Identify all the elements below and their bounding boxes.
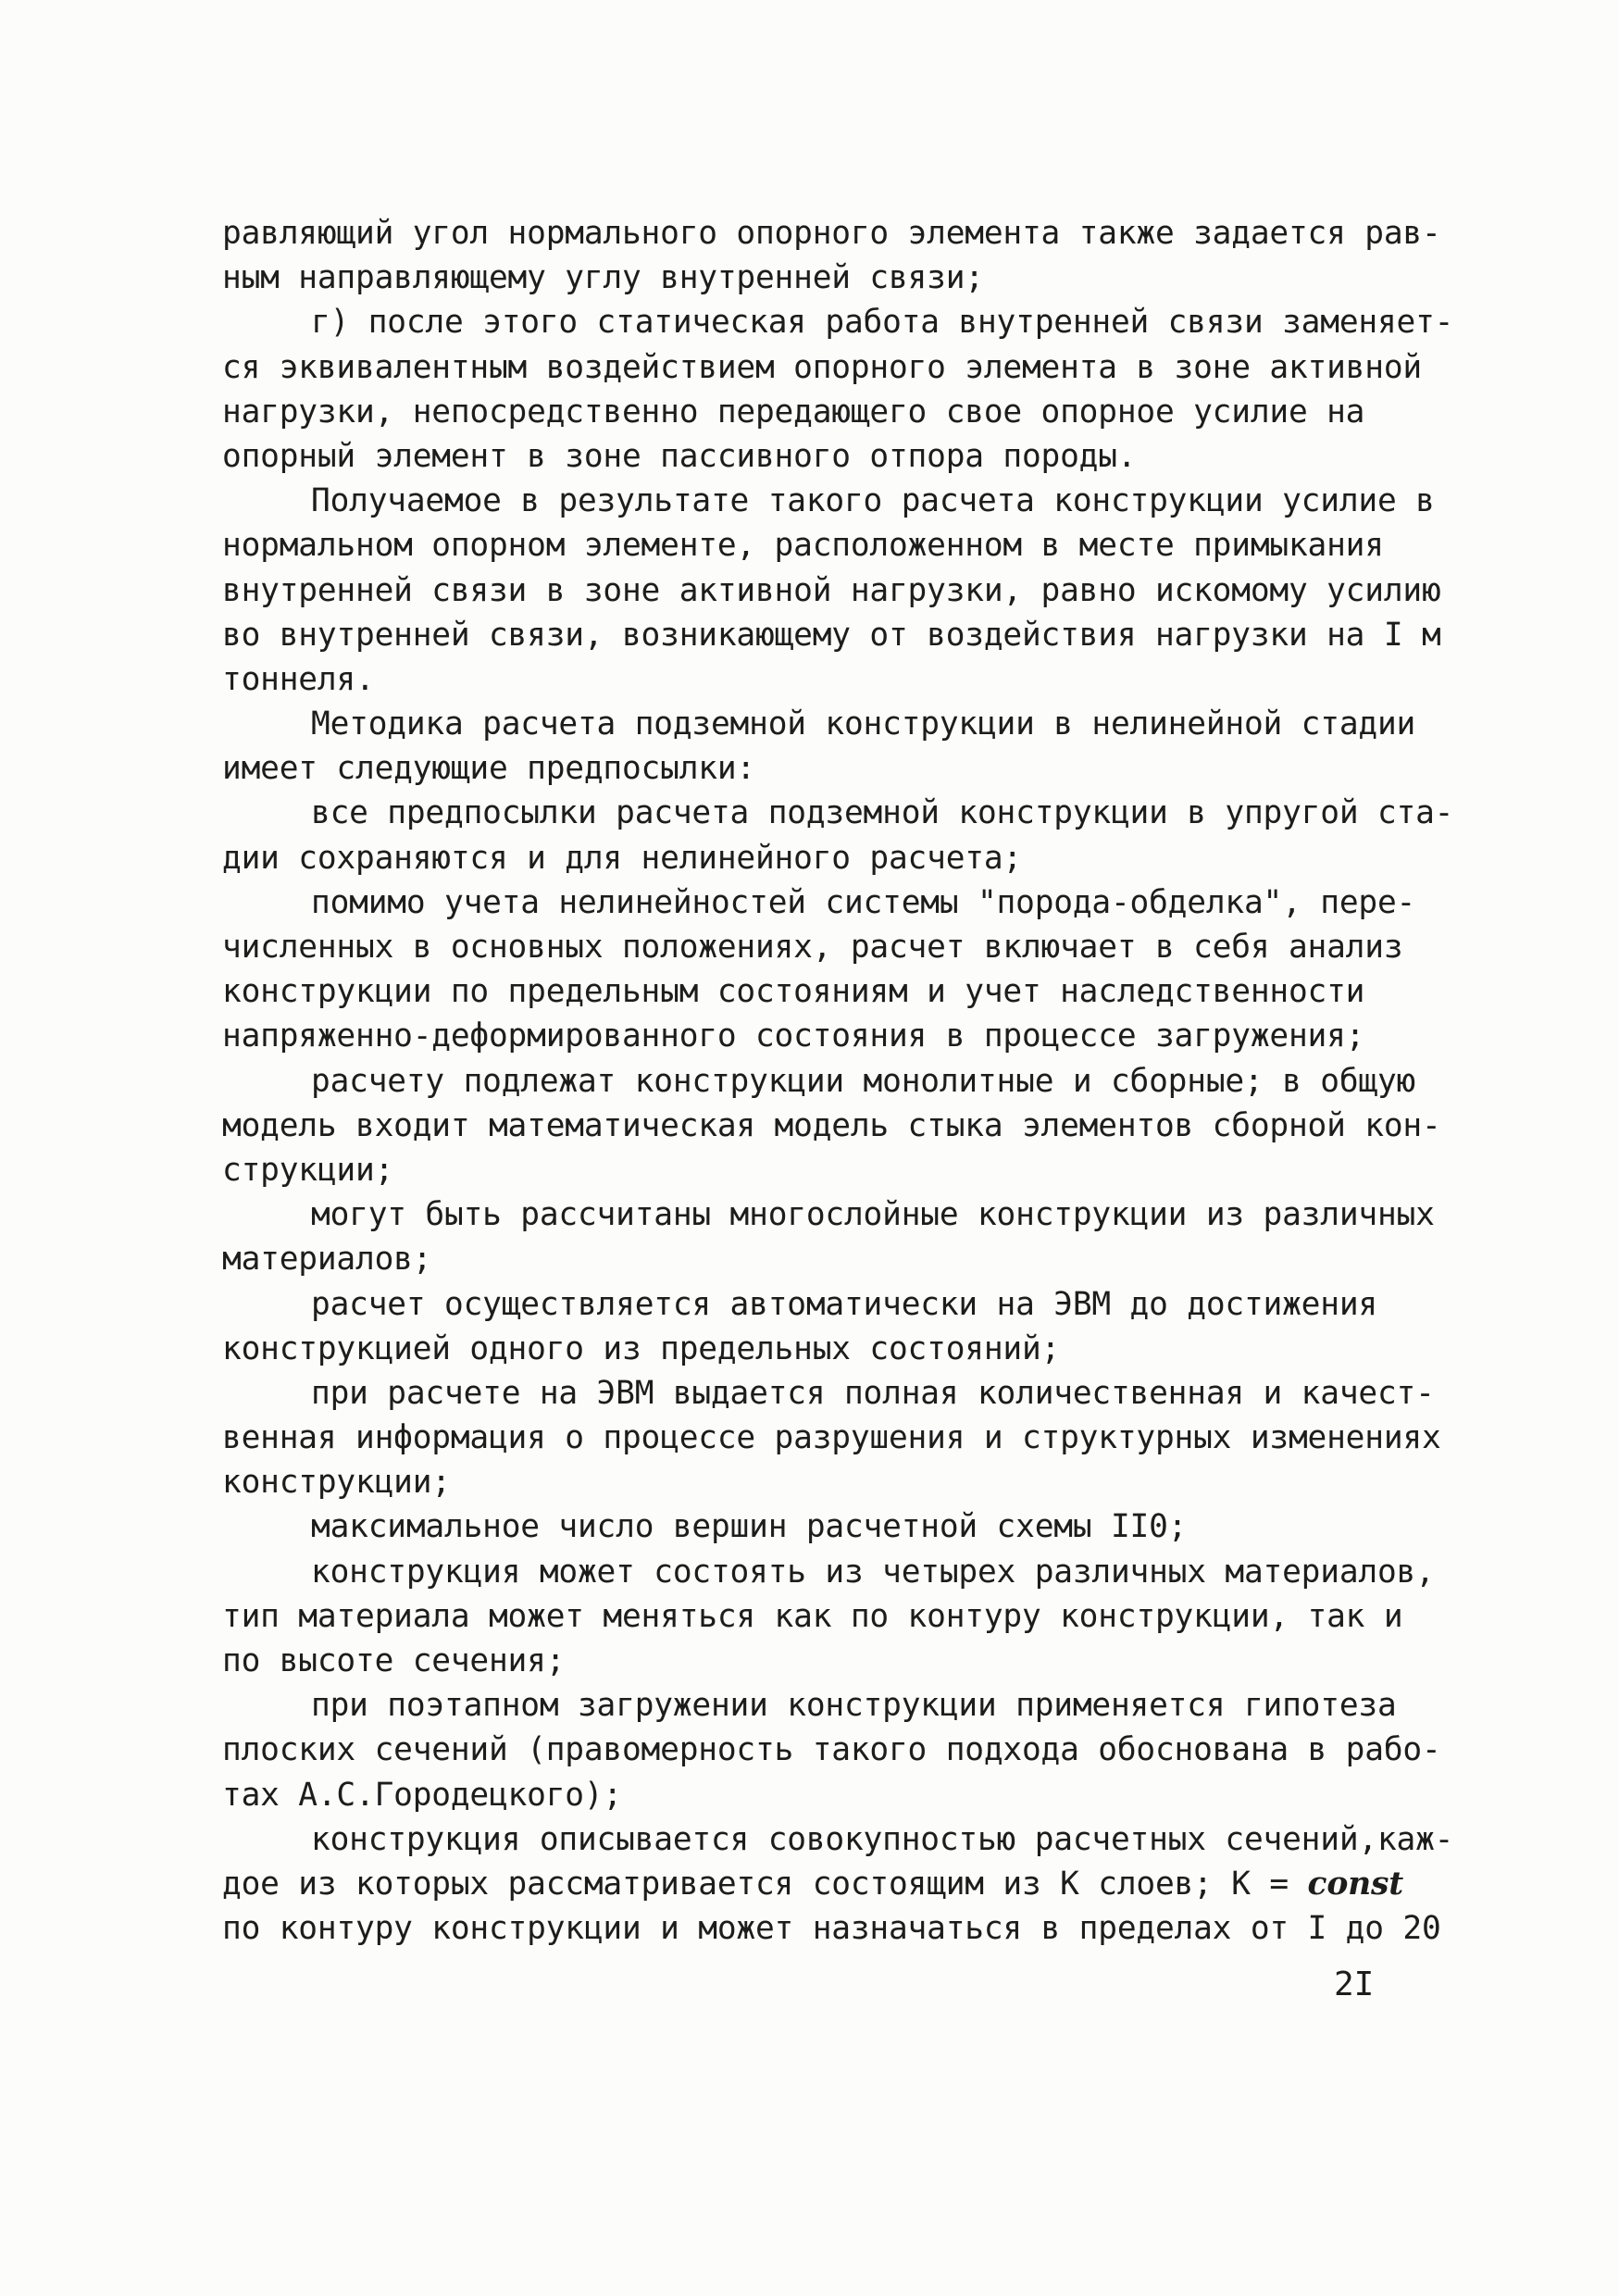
text-line: помимо учета нелинейностей системы "порода-обделка", пере- bbox=[311, 883, 1416, 921]
text-line: численных в основных положениях, расчет включает в себя анализ bbox=[222, 929, 1403, 966]
text-line: конструкции по предельным состояниям и учет наследственности bbox=[222, 973, 1365, 1011]
text-line: конструкция описывается совокупностью расчетных сечений,каж- bbox=[311, 1820, 1454, 1858]
text-line: Получаемое в результате такого расчета конструкции усилие в bbox=[311, 482, 1435, 520]
text-line: конструкция может состоять из четырех различных материалов, bbox=[311, 1553, 1435, 1591]
text-line: расчет осуществляется автоматически на ЭВМ до достижения bbox=[311, 1285, 1377, 1323]
text-line: максимальное число вершин расчетной схемы II0; bbox=[311, 1508, 1188, 1546]
text-line: ся эквивалентным воздействием опорного элемента в зоне активной bbox=[222, 348, 1422, 386]
formula-line-text: дое из которых рассматривается состоящим из К слоев; К = bbox=[222, 1865, 1308, 1903]
text-line: конструкцией одного из предельных состояний; bbox=[222, 1329, 1061, 1367]
text-line: плоских сечений (правомерность такого подхода обоснована в рабо- bbox=[222, 1731, 1441, 1769]
text-line: тоннеля. bbox=[222, 660, 375, 698]
text-line-last: по контуру конструкции и может назначаться в пределах от I до 20 bbox=[222, 1910, 1441, 1948]
text-line: все предпосылки расчета подземной конструкции в упругой ста- bbox=[311, 794, 1454, 832]
text-line: ным направляющему углу внутренней связи; bbox=[222, 259, 984, 297]
text-line: Методика расчета подземной конструкции в нелинейной стадии bbox=[311, 705, 1416, 743]
text-line: при расчете на ЭВМ выдается полная количественная и качест- bbox=[311, 1374, 1435, 1412]
text-line: тип материала может меняться как по контуру конструкции, так и bbox=[222, 1597, 1403, 1635]
text-line: при поэтапном загружении конструкции применяется гипотеза bbox=[311, 1687, 1397, 1725]
text-line: струкции; bbox=[222, 1151, 394, 1189]
text-line: равляющий угол нормального опорного элемента также задается рав- bbox=[222, 215, 1441, 252]
text-line-formula bbox=[222, 1862, 1404, 1906]
text-line: венная информация о процессе разрушения и структурных изменениях bbox=[222, 1419, 1441, 1457]
text-line: могут быть рассчитаны многослойные конструкции из различных bbox=[311, 1196, 1435, 1234]
page-number: 2I bbox=[1334, 1965, 1375, 2003]
text-lines bbox=[222, 211, 1454, 1862]
text-line: модель входит математическая модель стыка элементов сборной кон- bbox=[222, 1106, 1441, 1144]
text-line: опорный элемент в зоне пассивного отпора породы. bbox=[222, 437, 1137, 475]
text-line: нормальном опорном элементе, расположенном в месте примыкания bbox=[222, 527, 1384, 565]
text-line: материалов; bbox=[222, 1241, 432, 1279]
text-line: конструкции; bbox=[222, 1464, 451, 1502]
text-line: дии сохраняются и для нелинейного расчета; bbox=[222, 839, 1022, 877]
text-line: расчету подлежат конструкции монолитные и сборные; в общую bbox=[311, 1062, 1416, 1100]
text-line: г) после этого статическая работа внутренней связи заменяет- bbox=[311, 304, 1454, 342]
text-line: имеет следующие предпосылки: bbox=[222, 750, 755, 788]
text-line: внутренней связи в зоне активной нагрузки, равно искомому усилию bbox=[222, 571, 1441, 609]
text-line: по высоте сечения; bbox=[222, 1642, 566, 1679]
text-line: напряженно-деформированного состояния в процессе загружения; bbox=[222, 1017, 1365, 1055]
text-line: во внутренней связи, возникающему от воздействия нагрузки на I м bbox=[222, 616, 1441, 654]
text-line: тах А.С.Городецкого); bbox=[222, 1776, 622, 1814]
formula-symbol: const bbox=[1307, 1865, 1404, 1903]
document-body bbox=[222, 211, 1454, 1951]
text-line: нагрузки, непосредственно передающего свое опорное усилие на bbox=[222, 393, 1365, 430]
